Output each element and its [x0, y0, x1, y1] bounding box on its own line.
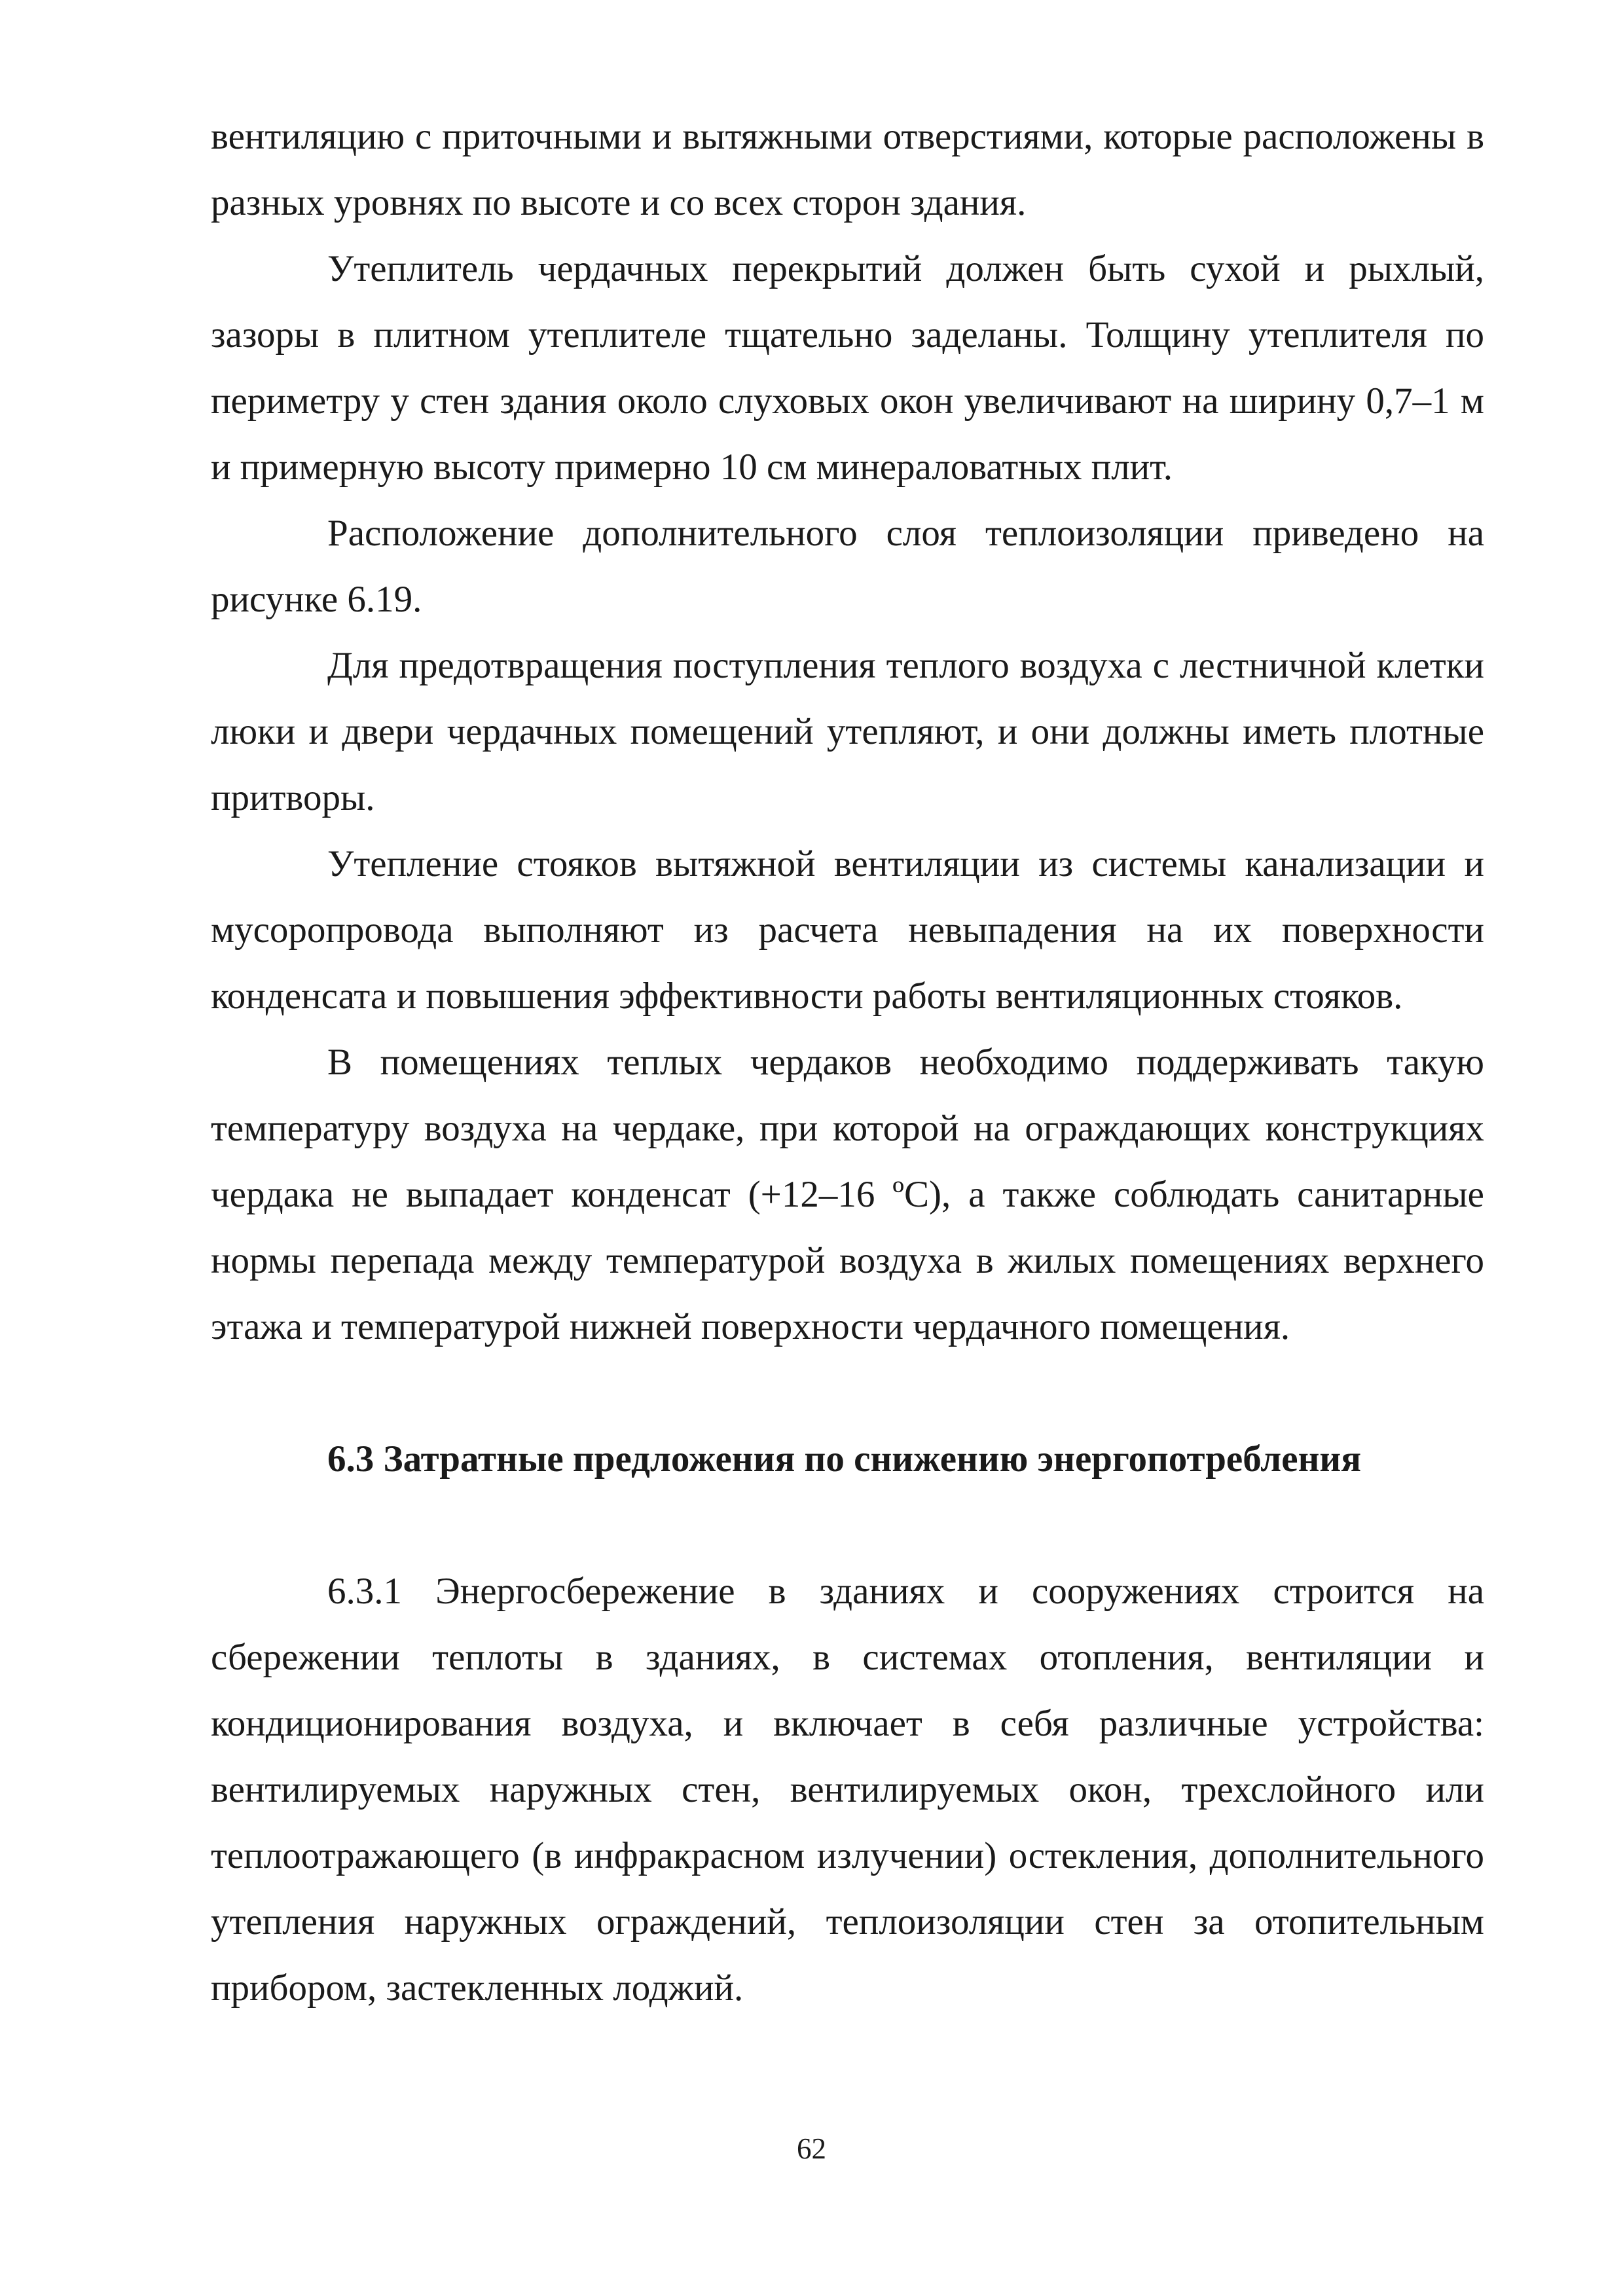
heading-spacer-bottom — [211, 1492, 1484, 1558]
paragraph-riser-insulation: Утепление стояков вытяжной вентиляции из системы канализации и мусоропровода выполняют из расчета невыпадения на их поверхности конденсата и повышения эффективности работы вентиляционных стояков. — [211, 843, 1484, 1017]
paragraph-ventilation-continuation: вентиляцию с приточными и вытяжными отверстиями, которые расположены в разных уровнях по высоте и со всех сторон здания. — [211, 116, 1484, 223]
paragraph-energy-saving: 6.3.1 Энергосбережение в зданиях и сооружениях строится на сбережении теплоты в зданиях, в системах отопления, вентиляции и кондиционирования воздуха, и включает в себя различные устройства: вентилируемых наружных стен, вентилируемых окон, трехслойного или теплоотражающего (в инфракрасном излучении) остекления, дополнительного утепления наружных ограждений, теплоизоляции стен за отопительным прибором, застекленных лоджий. — [211, 1571, 1484, 2009]
paragraph-hatches-doors: Для предотвращения поступления теплого воздуха с лестничной клетки люки и двери чердачных помещений утепляют, и они должны иметь плотные притворы. — [211, 645, 1484, 818]
paragraph-warm-attic-temperature: В помещениях теплых чердаков необходимо поддерживать такую температуру воздуха на чердаке, при которой на ограждающих конструкциях чердака не выпадает конденсат (+12–16 ºС), а также соблюдать санитарные нормы перепада между температурой воздуха в жилых помещениях верхнего этажа и температурой нижней поверхности чердачного помещения. — [211, 1042, 1484, 1347]
paragraph-figure-reference: Расположение дополнительного слоя теплоизоляции приведено на рисунке 6.19. — [211, 513, 1484, 620]
page-body — [211, 103, 1484, 2021]
paragraph-attic-insulation: Утеплитель чердачных перекрытий должен быть сухой и рыхлый, зазоры в плитном утеплителе тщательно заделаны. Толщину утеплителя по периметру у стен здания около слуховых окон увеличивают на ширину 0,7–1 м и примерную высоту примерно 10 см минераловатных плит. — [211, 248, 1484, 488]
section-heading: 6.3 Затратные предложения по снижению энергопотребления — [327, 1438, 1362, 1480]
heading-spacer-top — [211, 1360, 1484, 1426]
page-number: 62 — [797, 2132, 826, 2165]
